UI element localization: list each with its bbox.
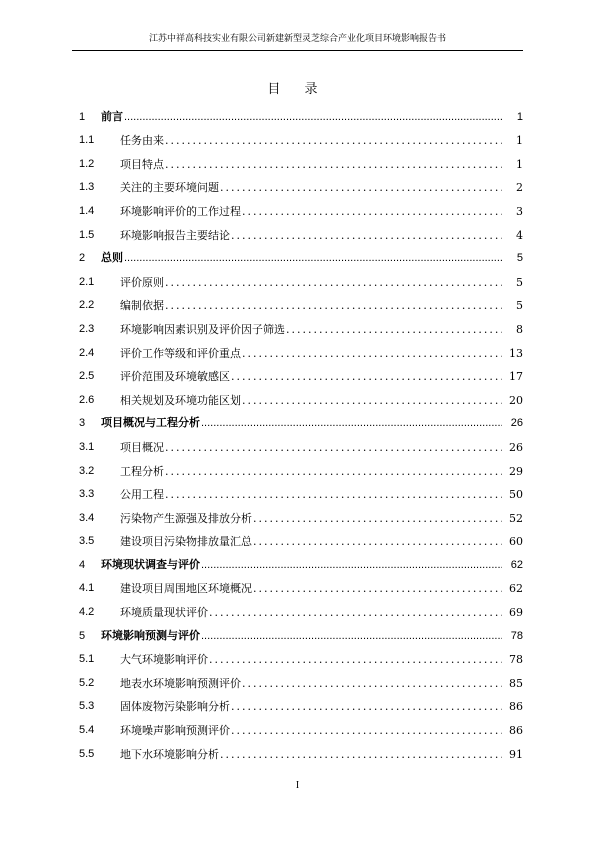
toc-entry[interactable] <box>79 312 523 336</box>
toc-entry-number: 1 <box>79 110 86 123</box>
toc-entry-title: 公用工程 <box>120 488 164 502</box>
toc-dot-leader <box>165 488 502 501</box>
toc-entry-title: 地下水环境影响分析 <box>120 747 219 761</box>
toc-entry[interactable] <box>79 242 523 266</box>
toc-entry[interactable] <box>79 643 523 667</box>
toc-dot-leader <box>242 677 502 690</box>
toc-dot-leader <box>201 417 502 430</box>
toc-entry[interactable] <box>79 383 523 407</box>
toc-entry-page: 5 <box>516 252 523 265</box>
toc-entry[interactable] <box>79 100 523 124</box>
toc-entry-title: 地表水环境影响预测评价 <box>120 676 241 690</box>
toc-entry-page: 26 <box>510 417 523 430</box>
toc-entry-page: 91 <box>509 747 523 761</box>
toc-entry-page: 5 <box>516 299 523 313</box>
toc-dot-leader <box>253 535 502 548</box>
toc-dot-leader <box>253 512 502 525</box>
toc-entry-title: 建设项目污染物排放量汇总 <box>120 535 252 549</box>
table-of-contents <box>79 100 523 761</box>
header-rule <box>72 50 523 51</box>
toc-entry-page: 29 <box>509 464 523 478</box>
toc-entry-number: 5.4 <box>79 724 95 737</box>
toc-entry-number: 1.4 <box>79 204 95 217</box>
toc-entry-number: 2.3 <box>79 322 95 335</box>
toc-entry-page: 60 <box>509 535 523 549</box>
toc-entry[interactable] <box>79 124 523 148</box>
toc-entry-title: 环境影响评价的工作过程 <box>120 204 241 218</box>
toc-dot-leader <box>231 229 502 242</box>
toc-entry-number: 1.1 <box>79 134 95 147</box>
toc-entry[interactable] <box>79 713 523 737</box>
toc-entry-page: 26 <box>509 440 523 454</box>
toc-entry-number: 4 <box>79 558 86 571</box>
running-header: 江苏中祥高科技实业有限公司新建新型灵芝综合产业化项目环境影响报告书 <box>148 34 446 44</box>
toc-entry-number: 3.5 <box>79 535 95 548</box>
toc-entry[interactable] <box>79 289 523 313</box>
toc-entry-title: 编制依据 <box>120 299 164 313</box>
toc-entry-title: 环境影响预测与评价 <box>101 629 200 642</box>
toc-dot-leader <box>253 582 502 595</box>
toc-entry-number: 5.3 <box>79 700 95 713</box>
toc-entry[interactable] <box>79 147 523 171</box>
toc-entry-number: 2.4 <box>79 346 95 359</box>
toc-entry-number: 5.2 <box>79 676 95 689</box>
toc-entry-page: 1 <box>516 157 523 171</box>
toc-entry[interactable] <box>79 478 523 502</box>
toc-dot-leader <box>242 394 502 407</box>
toc-entry-page: 69 <box>509 606 523 620</box>
toc-entry[interactable] <box>79 690 523 714</box>
toc-entry-number: 1.5 <box>79 228 95 241</box>
toc-dot-leader <box>231 724 502 737</box>
toc-entry[interactable] <box>79 407 523 431</box>
toc-entry-title: 关注的主要环境问题 <box>120 181 219 195</box>
toc-entry-number: 2.2 <box>79 299 95 312</box>
toc-entry-number: 1.3 <box>79 181 95 194</box>
toc-entry-number: 4.1 <box>79 582 95 595</box>
toc-entry[interactable] <box>79 501 523 525</box>
toc-dot-leader <box>231 700 502 713</box>
toc-dot-leader <box>286 323 502 336</box>
toc-dot-leader <box>201 559 502 572</box>
toc-dot-leader <box>165 465 502 478</box>
toc-entry-page: 86 <box>509 700 523 714</box>
toc-entry[interactable] <box>79 454 523 478</box>
toc-entry-title: 项目概况 <box>120 440 164 454</box>
toc-entry[interactable] <box>79 525 523 549</box>
toc-dot-leader <box>124 111 502 124</box>
toc-entry-title: 相关规划及环境功能区划 <box>120 393 241 407</box>
toc-dot-leader <box>242 347 502 360</box>
toc-entry[interactable] <box>79 336 523 360</box>
toc-entry-page: 2 <box>516 181 523 195</box>
toc-dot-leader <box>220 181 502 194</box>
toc-entry-title: 评价范围及环境敏感区 <box>120 370 230 384</box>
toc-entry-title: 环境现状调查与评价 <box>101 558 200 571</box>
toc-entry-title: 前言 <box>101 110 123 123</box>
toc-entry-page: 4 <box>516 228 523 242</box>
toc-entry-page: 20 <box>509 393 523 407</box>
toc-entry-page: 8 <box>516 322 523 336</box>
toc-entry-number: 3.1 <box>79 440 95 453</box>
toc-entry-page: 13 <box>509 346 523 360</box>
toc-dot-leader <box>165 158 502 171</box>
toc-entry-title: 项目特点 <box>120 157 164 171</box>
toc-entry[interactable] <box>79 194 523 218</box>
toc-entry-title: 工程分析 <box>120 464 164 478</box>
toc-dot-leader <box>201 630 502 643</box>
toc-entry-page: 5 <box>516 275 523 289</box>
page-number: I <box>295 780 300 791</box>
toc-entry-title: 大气环境影响评价 <box>120 653 208 667</box>
toc-entry-page: 85 <box>509 676 523 690</box>
toc-entry-title: 项目概况与工程分析 <box>101 417 200 430</box>
toc-entry[interactable] <box>79 430 523 454</box>
toc-entry-page: 78 <box>510 629 523 642</box>
toc-dot-leader <box>165 441 502 454</box>
toc-entry[interactable] <box>79 548 523 572</box>
toc-entry-number: 3.3 <box>79 488 95 501</box>
toc-entry[interactable] <box>79 171 523 195</box>
toc-entry[interactable] <box>79 619 523 643</box>
toc-entry-number: 3.2 <box>79 464 95 477</box>
toc-entry-page: 3 <box>516 204 523 218</box>
toc-entry-page: 78 <box>509 653 523 667</box>
toc-entry-number: 2.6 <box>79 393 95 406</box>
toc-dot-leader <box>231 370 502 383</box>
toc-entry-number: 3.4 <box>79 511 95 524</box>
toc-entry-page: 17 <box>509 370 523 384</box>
toc-dot-leader <box>124 252 502 265</box>
toc-dot-leader <box>242 205 502 218</box>
toc-entry[interactable] <box>79 666 523 690</box>
toc-dot-leader <box>165 276 502 289</box>
toc-entry-number: 2.1 <box>79 275 95 288</box>
toc-entry-page: 1 <box>516 110 523 123</box>
toc-entry[interactable] <box>79 265 523 289</box>
toc-entry[interactable] <box>79 595 523 619</box>
toc-entry[interactable] <box>79 218 523 242</box>
toc-entry-title: 总则 <box>101 252 123 265</box>
toc-entry-number: 4.2 <box>79 606 95 619</box>
toc-dot-leader <box>165 299 502 312</box>
toc-dot-leader <box>220 748 502 761</box>
toc-entry-number: 3 <box>79 417 86 430</box>
toc-entry[interactable] <box>79 572 523 596</box>
toc-entry-title: 环境噪声影响预测评价 <box>120 724 230 738</box>
toc-entry-page: 86 <box>509 724 523 738</box>
toc-entry-page: 62 <box>509 582 523 596</box>
toc-entry-number: 1.2 <box>79 157 95 170</box>
toc-entry-title: 环境质量现状评价 <box>120 606 208 620</box>
toc-entry-title: 评价工作等级和评价重点 <box>120 346 241 360</box>
toc-entry-number: 5 <box>79 629 86 642</box>
toc-entry-page: 52 <box>509 511 523 525</box>
toc-dot-leader <box>209 653 502 666</box>
toc-entry-title: 任务由来 <box>120 134 164 148</box>
toc-title: 目 录 <box>267 82 328 97</box>
toc-entry[interactable] <box>79 360 523 384</box>
toc-entry-title: 固体废物污染影响分析 <box>120 700 230 714</box>
toc-entry-page: 62 <box>510 558 523 571</box>
toc-entry-title: 环境影响报告主要结论 <box>120 228 230 242</box>
toc-dot-leader <box>209 606 502 619</box>
toc-entry-number: 5.1 <box>79 653 95 666</box>
toc-entry-title: 环境影响因素识别及评价因子筛选 <box>120 322 285 336</box>
toc-entry-page: 50 <box>509 488 523 502</box>
toc-entry-title: 污染物产生源强及排放分析 <box>120 511 252 525</box>
toc-entry-title: 建设项目周围地区环境概况 <box>120 582 252 596</box>
toc-entry-page: 1 <box>516 134 523 148</box>
toc-entry[interactable] <box>79 737 523 761</box>
toc-entry-title: 评价原则 <box>120 275 164 289</box>
toc-entry-number: 5.5 <box>79 747 95 760</box>
toc-dot-leader <box>165 134 502 147</box>
toc-entry-number: 2.5 <box>79 370 95 383</box>
toc-entry-number: 2 <box>79 252 86 265</box>
